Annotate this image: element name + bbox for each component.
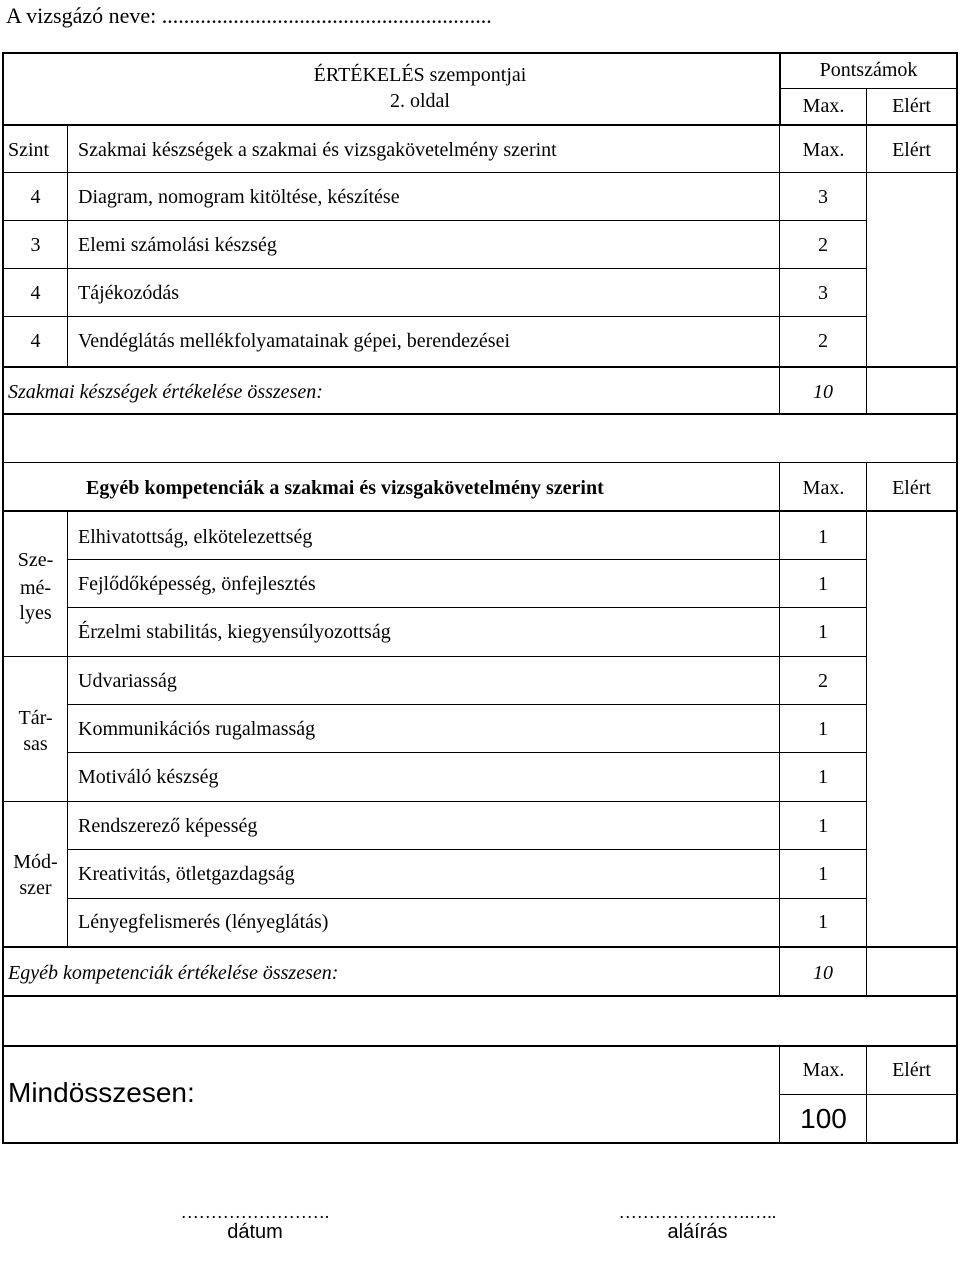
- header-achieved: Elért: [892, 95, 931, 117]
- other-section-title: Egyéb kompetenciák a szakmai és vizsgakövetelmény szerint: [86, 477, 604, 499]
- page-title: ÉRTÉKELÉS szempontjai: [313, 64, 527, 86]
- competency-label: Lényegfelismerés (lényeglátás): [78, 911, 329, 933]
- date-line: …………………….: [180, 1202, 330, 1222]
- competency-max: 2: [818, 670, 828, 692]
- competency-max: 1: [818, 526, 828, 548]
- page-subtitle: 2. oldal: [390, 90, 450, 112]
- skills-max-header: Max.: [802, 139, 845, 161]
- header-max: Max.: [802, 95, 845, 117]
- competency-label: Kreativitás, ötletgazdagság: [78, 863, 295, 885]
- competency-label: Motiváló készség: [78, 766, 219, 788]
- other-total-value: 10: [813, 962, 833, 984]
- skill-level: 3: [30, 234, 41, 256]
- grand-total-label: Mindösszesen:: [8, 1077, 195, 1108]
- skills-total-achieved-field[interactable]: [868, 368, 956, 413]
- level-column-header: Szint: [8, 139, 50, 161]
- skill-label: Diagram, nomogram kitöltése, készítése: [78, 186, 400, 208]
- skill-level: 4: [30, 330, 41, 352]
- skills-total-label: Szakmai készségek értékelése összesen:: [8, 381, 323, 403]
- skill-label: Tájékozódás: [78, 282, 180, 304]
- skill-max: 3: [818, 282, 828, 304]
- competency-max: 1: [818, 863, 828, 885]
- signature-line: ………………….…..: [618, 1202, 777, 1222]
- skills-section-title: Szakmai készségek a szakmai és vizsgakövetelmény szerint: [78, 139, 557, 161]
- other-total-label: Egyéb kompetenciák értékelése összesen:: [8, 962, 339, 984]
- competency-max: 1: [818, 911, 828, 933]
- skills-total-value: 10: [813, 381, 833, 403]
- competency-label: Kommunikációs rugalmasság: [78, 718, 316, 740]
- competency-label: Fejlődőképesség, önfejlesztés: [78, 573, 316, 595]
- signature-label: aláírás: [667, 1221, 728, 1243]
- skill-max: 2: [818, 234, 828, 256]
- competency-max: 1: [818, 573, 828, 595]
- competency-max: 1: [818, 718, 828, 740]
- summary-max-header: Max.: [802, 1059, 845, 1081]
- skill-label: Vendéglátás mellékfolyamatainak gépei, berendezései: [78, 330, 511, 352]
- skill-level: 4: [30, 282, 41, 304]
- skill-level: 4: [30, 186, 41, 208]
- skill-max: 2: [818, 330, 828, 352]
- date-label: dátum: [227, 1221, 283, 1243]
- summary-max-value: 100: [800, 1103, 847, 1134]
- other-total-achieved-field[interactable]: [868, 948, 956, 995]
- other-max-header: Max.: [802, 477, 845, 499]
- summary-achieved-field[interactable]: [868, 1096, 956, 1142]
- skill-label: Elemi számolási készség: [78, 234, 277, 256]
- competency-label: Rendszerező képesség: [78, 815, 258, 837]
- points-header: Pontszámok: [819, 59, 918, 81]
- candidate-name-line: A vizsgázó neve: ............................................................: [6, 3, 492, 28]
- competency-max: 1: [818, 815, 828, 837]
- competency-max: 1: [818, 766, 828, 788]
- competency-label: Udvariasság: [78, 670, 177, 692]
- competency-label: Érzelmi stabilitás, kiegyensúlyozottság: [78, 621, 391, 643]
- other-achieved-header: Elért: [892, 477, 931, 499]
- skills-achieved-header: Elért: [892, 139, 931, 161]
- skill-max: 3: [818, 186, 828, 208]
- competency-achieved-field[interactable]: [868, 512, 956, 946]
- summary-achieved-header: Elért: [892, 1059, 931, 1081]
- competency-max: 1: [818, 621, 828, 643]
- competency-label: Elhivatottság, elkötelezettség: [78, 526, 313, 548]
